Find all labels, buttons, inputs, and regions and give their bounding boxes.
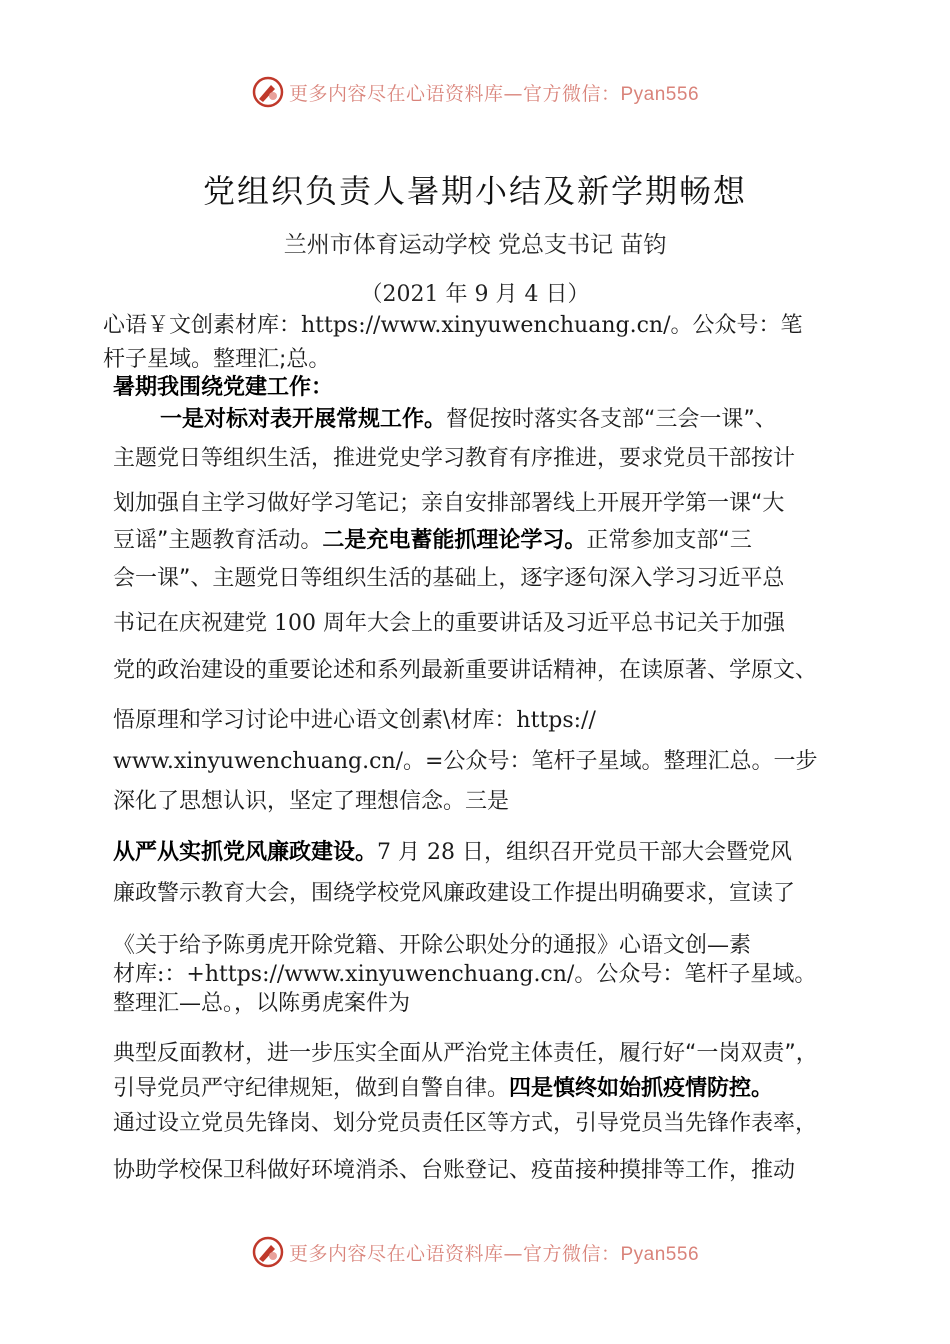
text-line: 从严从实抓党风廉政建设。7 月 28 日，组织召开党员干部大会暨党风 <box>113 840 792 865</box>
text-line: 通过设立党员先锋岗、划分党员责任区等方式，引导党员当先锋作表率， <box>113 1111 818 1136</box>
text-line: www.xinyuwenchuang.cn/。=公众号：笔杆子星域。整理汇总。一步 <box>113 749 818 774</box>
text-line: 深化了思想认识，坚定了理想信念。三是 <box>113 789 510 814</box>
header-banner <box>0 72 950 112</box>
date-line: （2021 年 9 月 4 日） <box>360 282 590 307</box>
text-line: 一是对标对表开展常规工作。督促按时落实各支部“三会一课”、 <box>160 407 777 432</box>
text-line: 廉政警示教育大会，围绕学校党风廉政建设工作提出明确要求，宣读了 <box>113 881 796 906</box>
document-title: 党组织负责人暑期小结及新学期畅想 <box>202 172 747 210</box>
banner-text: 更多内容尽在心语资料库—官方微信：Pyan556 <box>288 82 700 105</box>
text-line: 会一课”、主题党日等组织生活的基础上，逐字逐句深入学习习近平总 <box>113 566 785 591</box>
text-line: 《关于给予陈勇虎开除党籍、开除公职处分的通报》心语文创—素 <box>113 933 752 958</box>
text-line: 协助学校保卫科做好环境消杀、台账登记、疫苗接种摸排等工作，推动 <box>113 1158 796 1183</box>
text-line: 主题党日等组织生活，推进党史学习教育有序推进，要求党员干部按计 <box>113 446 796 471</box>
text-line: 书记在庆祝建党 100 周年大会上的重要讲话及习近平总书记关于加强 <box>113 611 785 636</box>
text-line: 心语￥文创素材库：https://www.xinyuwenchuang.cn/。公众号：笔 <box>103 313 803 338</box>
logo-icon <box>251 1235 285 1269</box>
author-line: 兰州市体育运动学校 党总支书记 苗钧 <box>283 232 667 258</box>
text-line: 引导党员严守纪律规矩，做到自警自律。四是慎终如始抓疫情防控。 <box>113 1076 774 1101</box>
text-line: 划加强自主学习做好学习笔记；亲自安排部署线上开展开学第一课“大 <box>113 491 785 516</box>
text-line: 悟原理和学习讨论中进心语文创素\材库：https:// <box>113 708 596 733</box>
text-line: 暑期我围绕党建工作： <box>113 375 334 400</box>
banner-text: 更多内容尽在心语资料库—官方微信：Pyan556 <box>288 1242 700 1265</box>
logo-icon <box>251 75 285 109</box>
text-line: 豆谣”主题教育活动。二是充电蓄能抓理论学习。正常参加支部“三 <box>113 528 752 553</box>
text-line: 杆子星域。整理汇;总。 <box>103 347 331 372</box>
footer-banner <box>0 1232 950 1272</box>
text-line: 典型反面教材，进一步压实全面从严治党主体责任，履行好“一岗双责”， <box>113 1041 818 1066</box>
text-line: 材库:：+https://www.xinyuwenchuang.cn/。公众号：笔杆子星域。 <box>113 962 817 987</box>
text-line: 整理汇—总。，以陈勇虎案件为 <box>113 991 411 1016</box>
text-line: 党的政治建设的重要论述和系列最新重要讲话精神，在读原著、学原文、 <box>113 658 818 683</box>
